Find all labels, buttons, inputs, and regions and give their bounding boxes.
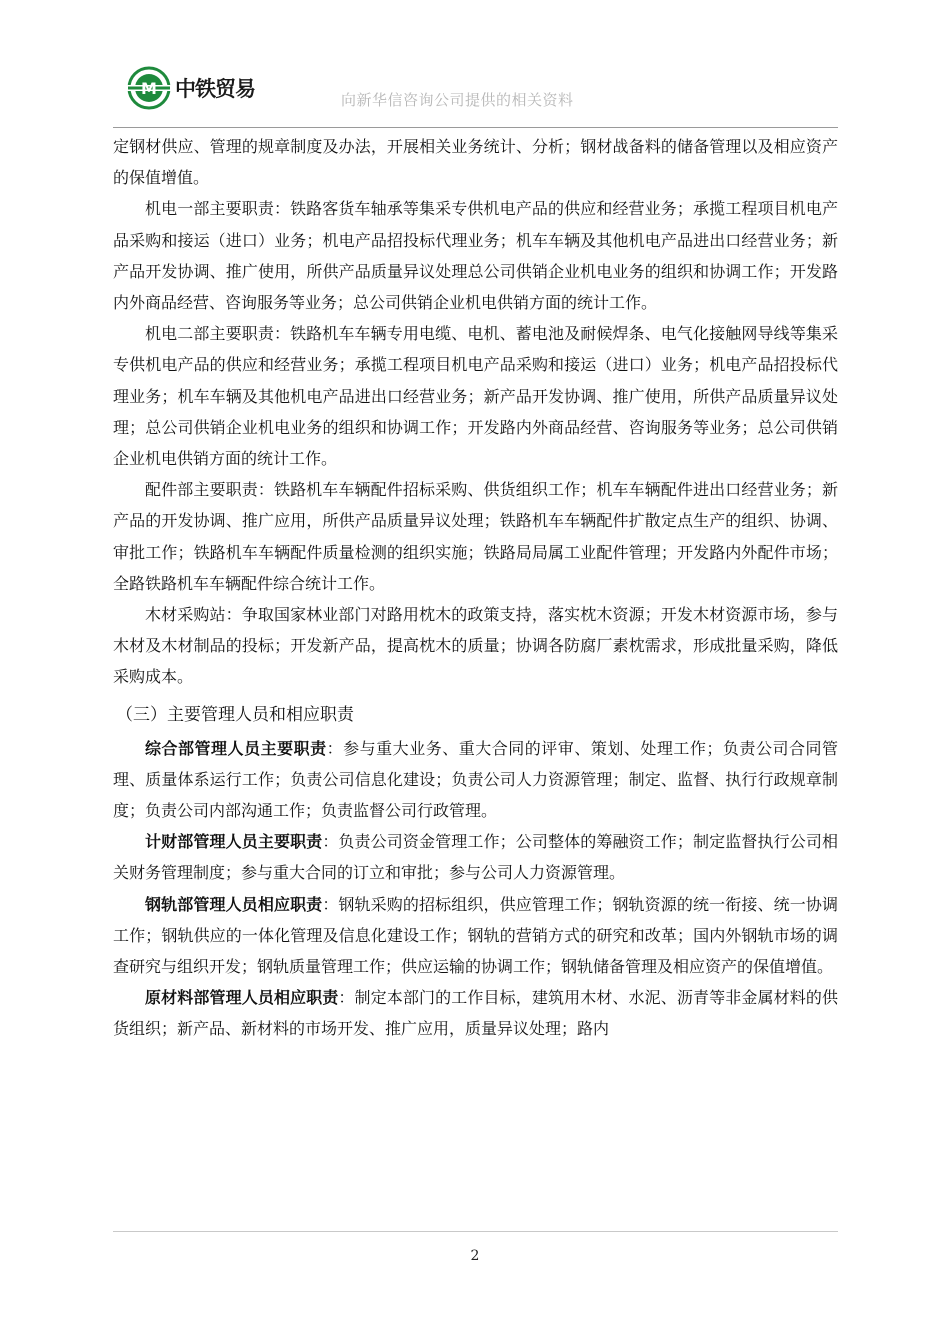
paragraph-raw-materials-dept	[113, 982, 838, 1044]
company-logo	[127, 66, 255, 110]
paragraph-lead: 原材料部管理人员相应职责	[145, 988, 339, 1008]
paragraph-lead: 计财部管理人员主要职责	[145, 832, 323, 852]
paragraph-text: ：钢轨采购的招标组织，供应管理工作；钢轨资源的统一衔接、统一协调工作；钢轨供应的一体化管理及信息化建设工作；钢轨的营销方式的研究和改革；国内外钢轨市场的调查研究与组织开发；钢轨质量管理工作；供应运输的协调工作；钢轨储备管理及相应资产的保值增值。	[113, 894, 838, 977]
paragraph-timber-station: 木材采购站：争取国家林业部门对路用枕木的政策支持，落实枕木资源；开发木材资源市场，参与木材及木材制品的投标；开发新产品，提高枕木的质量；协调各防腐厂素枕需求，形成批量采购，降低采购成本。	[113, 605, 838, 687]
paragraph-mechanical-dept-2: 机电二部主要职责：铁路机车车辆专用电缆、电机、蓄电池及耐候焊条、电气化接触网导线等集采专供机电产品的供应和经营业务；承揽工程项目机电产品采购和接运（进口）业务；机电产品招投标代理业务；机车车辆及其他机电产品进出口经营业务；新产品开发协调、推广使用，所供产品质量异议处理；总公司供销企业机电业务的组织和协调工作；开发路内外商品经营、咨询服务等业务；总公司供销企业机电供销方面的统计工作。	[113, 324, 838, 469]
header-divider	[113, 127, 838, 128]
header-title: 向新华信咨询公司提供的相关资料	[341, 91, 574, 109]
page-number: 2	[470, 1248, 480, 1264]
paragraph-text: ：制定本部门的工作目标，建筑用木材、水泥、沥青等非金属材料的供货组织；新产品、新材料的市场开发、推广应用，质量异议处理；路内	[113, 988, 838, 1039]
paragraph-lead: 钢轨部管理人员相应职责	[145, 894, 323, 914]
paragraph-finance-dept	[113, 826, 838, 888]
svg-text:M: M	[141, 79, 157, 98]
paragraph-lead: 综合部管理人员主要职责	[145, 738, 327, 758]
paragraph-parts-dept: 配件部主要职责：铁路机车车辆配件招标采购、供货组织工作；机车车辆配件进出口经营业务；新产品的开发协调、推广应用，所供产品质量异议处理；铁路机车车辆配件扩散定点生产的组织、协调、审批工作；铁路机车车辆配件质量检测的组织实施；铁路局局属工业配件管理；开发路内外配件市场；全路铁路机车车辆配件综合统计工作。	[113, 480, 838, 593]
paragraph-text: ：负责公司资金管理工作；公司整体的筹融资工作；制定监督执行公司相关财务管理制度；参与重大合同的订立和审批；参与公司人力资源管理。	[113, 832, 838, 883]
company-logo-icon	[127, 66, 171, 110]
paragraph-mechanical-dept-1: 机电一部主要职责：铁路客货车轴承等集采专供机电产品的供应和经营业务；承揽工程项目机电产品采购和接运（进口）业务；机电产品招投标代理业务；机车车辆及其他机电产品进出口经营业务；新产品开发协调、推广使用，所供产品质量异议处理总公司供销企业机电业务的组织和协调工作；开发路内外商品经营、咨询服务等业务；总公司供销企业机电供销方面的统计工作。	[113, 199, 838, 313]
paragraph-general-dept	[113, 733, 838, 827]
paragraph-rail-dept	[113, 889, 838, 983]
page-header	[113, 60, 838, 130]
paragraph-steel-continued: 定钢材供应、管理的规章制度及办法，开展相关业务统计、分析；钢材战备料的储备管理以及相应资产的保值增值。	[113, 137, 838, 188]
footer-divider	[113, 1231, 838, 1232]
section-heading: （三）主要管理人员和相应职责	[116, 704, 354, 725]
logo-text: 中铁贸易	[175, 77, 255, 101]
paragraph-text: ：参与重大业务、重大合同的评审、策划、处理工作；负责公司合同管理、质量体系运行工作；负责公司信息化建设；负责公司人力资源管理；制定、监督、执行行政规章制度；负责公司内部沟通工作；负责监督公司行政管理。	[113, 738, 838, 821]
document-body	[113, 131, 838, 1045]
